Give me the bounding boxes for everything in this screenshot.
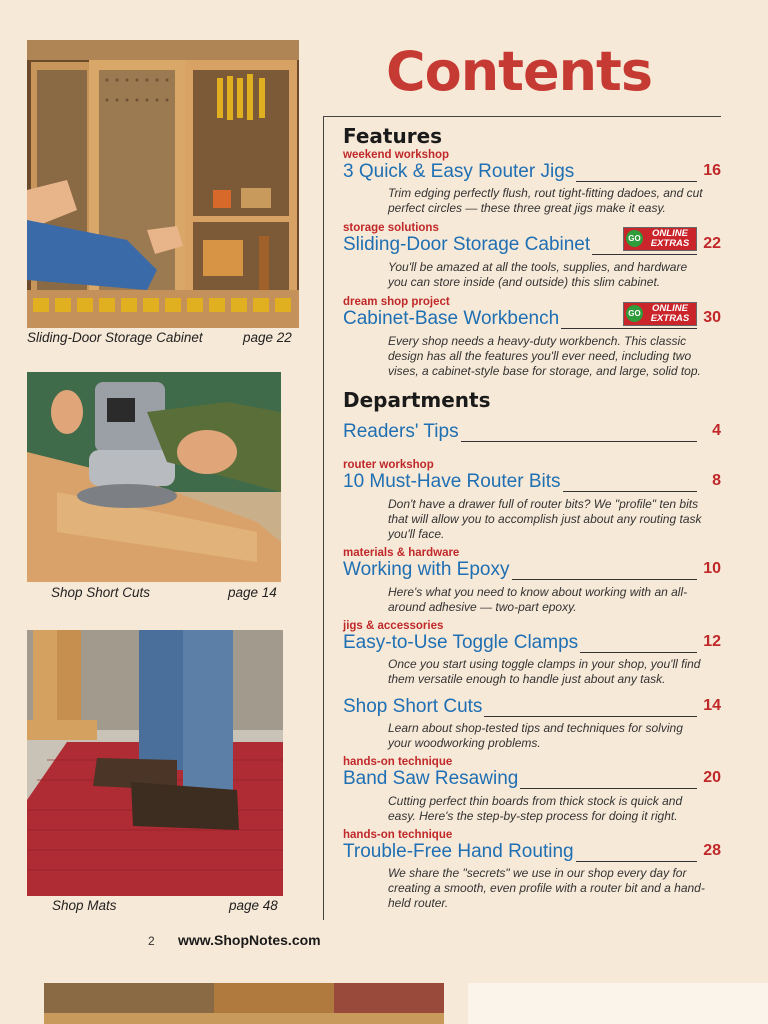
entry-description: Don't have a drawer full of router bits? We "profile" ten bits that will allow you to accomplish just about any routing task you'll face. bbox=[388, 497, 702, 541]
online-extras-badge[interactable] bbox=[623, 302, 697, 326]
entry-kicker: materials & hardware bbox=[343, 547, 460, 559]
toc-entry[interactable] bbox=[343, 841, 721, 865]
entry-title[interactable]: Easy-to-Use Toggle Clamps bbox=[343, 632, 579, 653]
badge-line2: EXTRAS bbox=[650, 238, 690, 249]
entry-description: Trim edging perfectly flush, rout tight-fitting dadoes, and cut perfect circles — these three great jigs make it easy. bbox=[388, 186, 703, 215]
entry-page: 4 bbox=[712, 422, 721, 439]
toc-entry[interactable] bbox=[343, 421, 721, 445]
entry-description: Once you start using toggle clamps in your shop, you'll find them versatile enough to handle just about any task. bbox=[388, 657, 701, 686]
title-rule bbox=[323, 116, 721, 117]
entry-description: You'll be amazed at all the tools, supplies, and hardware you can store inside (and outside) this slim cabinet. bbox=[388, 260, 688, 289]
entry-kicker: weekend workshop bbox=[343, 149, 450, 161]
entry-description: Learn about shop-tested tips and techniques for solving your woodworking problems. bbox=[388, 721, 683, 750]
entry-kicker: hands-on technique bbox=[343, 756, 453, 768]
entry-description: Here's what you need to know about working with an all-around adhesive — two-part epoxy. bbox=[388, 585, 688, 614]
website-link[interactable]: www.ShopNotes.com bbox=[178, 932, 321, 948]
entry-kicker: router workshop bbox=[343, 459, 434, 471]
shop-mat-photo bbox=[27, 630, 283, 896]
page-title: Contents bbox=[386, 40, 653, 103]
entry-kicker: storage solutions bbox=[343, 222, 439, 234]
photo-page-ref: page 14 bbox=[228, 585, 277, 600]
section-heading-departments: Departments bbox=[343, 388, 491, 412]
page-number: 2 bbox=[148, 934, 155, 948]
entry-title[interactable]: Band Saw Resawing bbox=[343, 768, 519, 789]
badge-line1: ONLINE bbox=[652, 228, 688, 239]
entry-title[interactable]: 3 Quick & Easy Router Jigs bbox=[343, 161, 575, 182]
entry-title[interactable]: Readers' Tips bbox=[343, 421, 459, 442]
badge-line2: EXTRAS bbox=[650, 313, 690, 324]
cabinet-photo bbox=[27, 40, 299, 328]
entry-description: Cutting perfect thin boards from thick stock is quick and easy. Here's the step-by-step process for doing it right. bbox=[388, 794, 683, 823]
toc-entry[interactable] bbox=[343, 161, 721, 185]
toc-entry[interactable] bbox=[343, 696, 721, 720]
section-heading-features: Features bbox=[343, 124, 443, 148]
router-photo bbox=[27, 372, 281, 582]
entry-kicker: hands-on technique bbox=[343, 829, 453, 841]
bottom-blank-panel bbox=[468, 983, 768, 1024]
photo-caption: Shop Short Cuts bbox=[51, 585, 151, 600]
photo-caption: Sliding-Door Storage Cabinet bbox=[27, 330, 203, 345]
entry-title[interactable]: Working with Epoxy bbox=[343, 559, 510, 580]
go-icon: GO bbox=[626, 305, 643, 322]
toc-entry[interactable] bbox=[343, 471, 721, 495]
entry-title[interactable]: 10 Must-Have Router Bits bbox=[343, 471, 561, 492]
entry-title[interactable]: Shop Short Cuts bbox=[343, 696, 483, 717]
entry-page: 30 bbox=[703, 309, 721, 326]
toc-entry[interactable] bbox=[343, 559, 721, 583]
badge-line1: ONLINE bbox=[652, 303, 688, 314]
entry-page: 20 bbox=[703, 769, 721, 786]
entry-title[interactable]: Trouble-Free Hand Routing bbox=[343, 841, 574, 862]
entry-page: 10 bbox=[703, 560, 721, 577]
entry-page: 16 bbox=[703, 162, 721, 179]
entry-description: Every shop needs a heavy-duty workbench. This classic design has all the features you'll ever need, including two vises, a cabinet-style base for storage, and large, solid top. bbox=[388, 334, 701, 378]
toc-entry[interactable] bbox=[343, 768, 721, 792]
entry-title[interactable]: Cabinet-Base Workbench bbox=[343, 308, 560, 329]
column-divider bbox=[323, 116, 324, 920]
photo-page-ref: page 48 bbox=[229, 898, 278, 913]
entry-title[interactable]: Sliding-Door Storage Cabinet bbox=[343, 234, 591, 255]
bottom-photo bbox=[44, 983, 444, 1024]
entry-description: We share the "secrets" we use in our shop every day for creating a smooth, even profile with a router bit and a hand-held router. bbox=[388, 866, 705, 910]
entry-page: 12 bbox=[703, 633, 721, 650]
entry-page: 22 bbox=[703, 235, 721, 252]
online-extras-badge[interactable] bbox=[623, 227, 697, 251]
toc-entry[interactable] bbox=[343, 632, 721, 656]
entry-page: 14 bbox=[703, 697, 721, 714]
entry-kicker: dream shop project bbox=[343, 296, 450, 308]
entry-page: 8 bbox=[712, 472, 721, 489]
entry-page: 28 bbox=[703, 842, 721, 859]
entry-kicker: jigs & accessories bbox=[343, 620, 444, 632]
photo-caption: Shop Mats bbox=[52, 898, 117, 913]
photo-page-ref: page 22 bbox=[243, 330, 292, 345]
go-icon: GO bbox=[626, 230, 643, 247]
